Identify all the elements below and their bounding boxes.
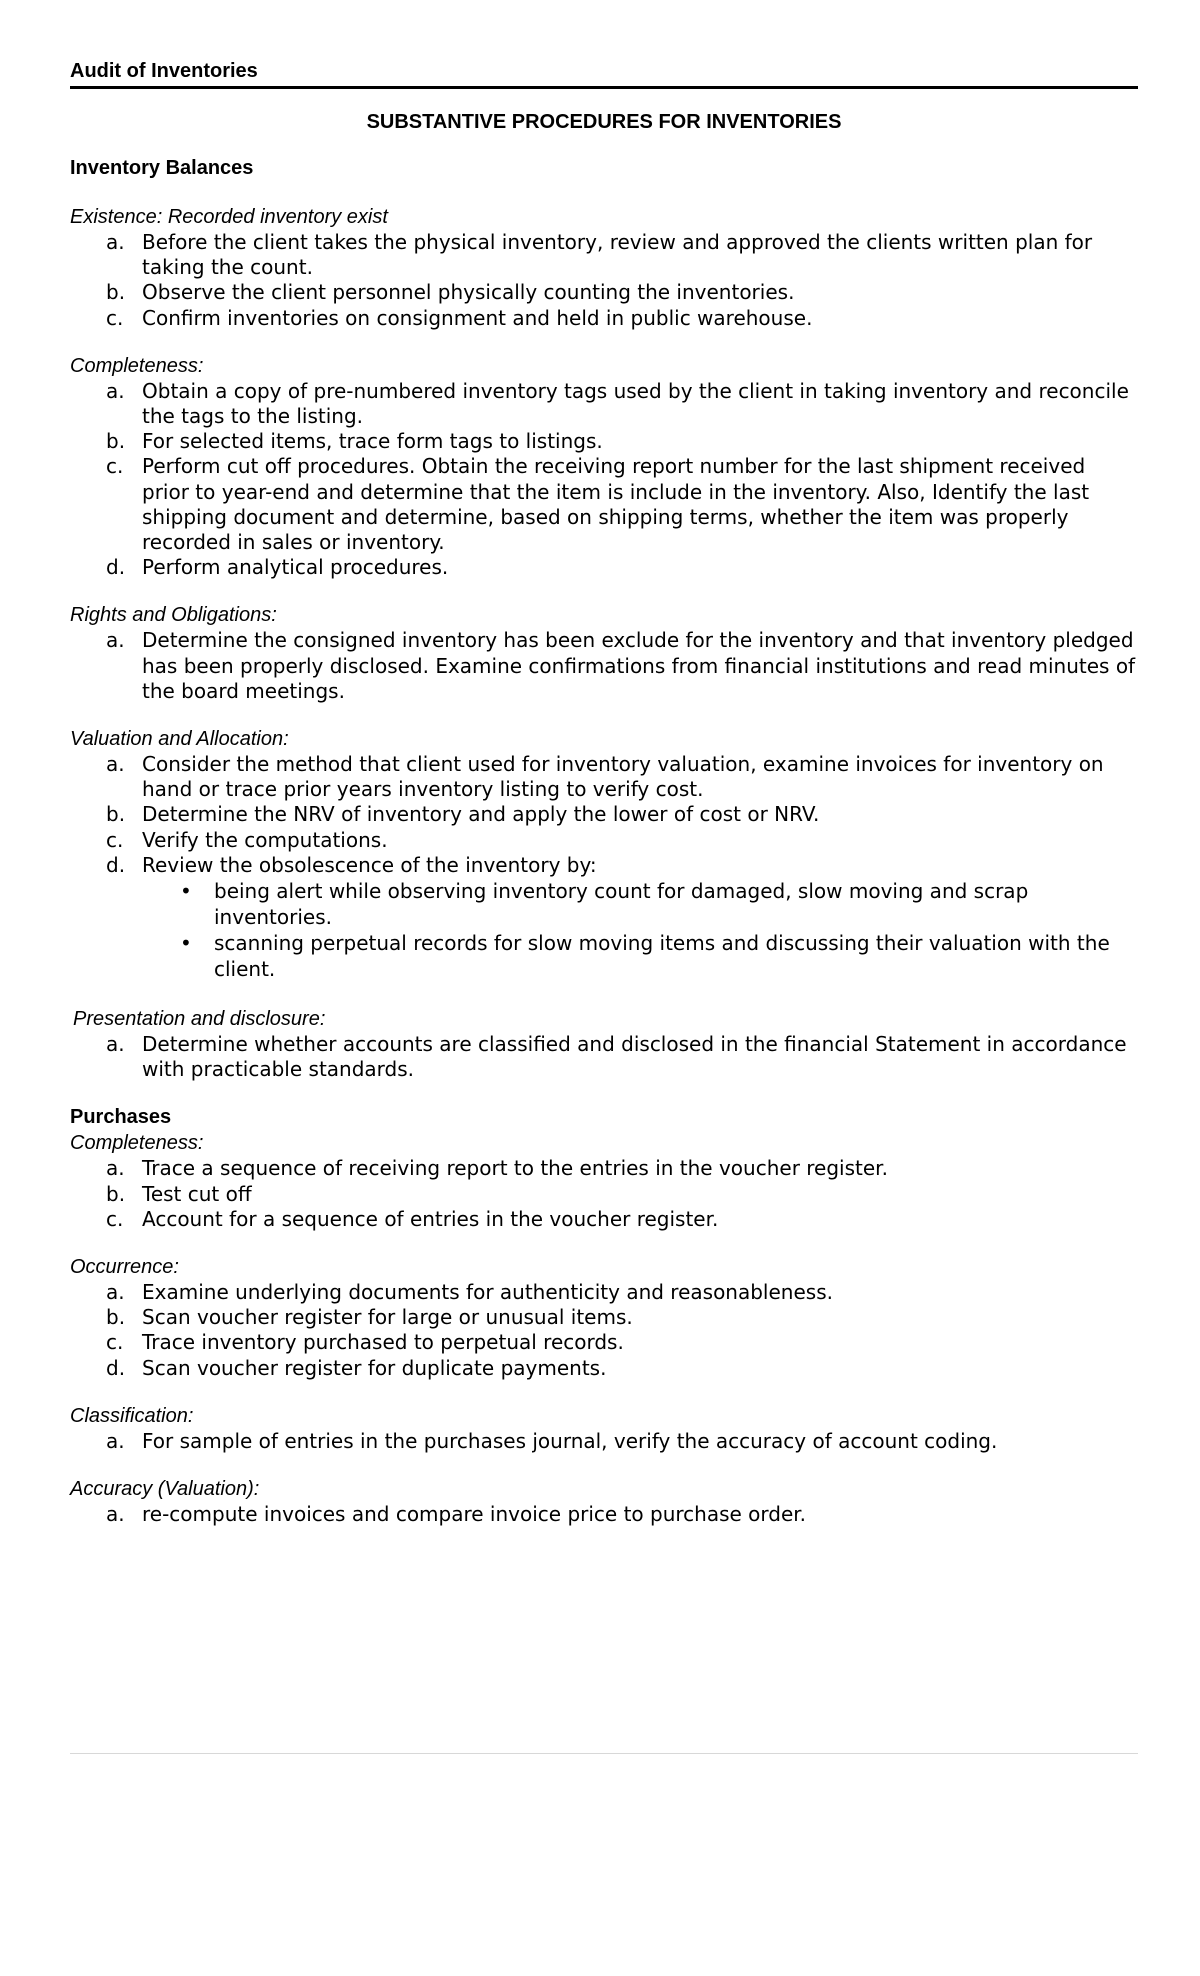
purchases-completeness-heading: Completeness: [70, 1132, 204, 1155]
list-marker: c. [106, 454, 124, 479]
list-item-text: Perform analytical procedures. [142, 555, 449, 580]
list-marker: a. [106, 230, 125, 254]
list-item-text: Determine whether accounts are classified and disclosed in the financial Statement in accordance with practicable standards. [142, 1032, 1127, 1082]
list-item [106, 1280, 1138, 1305]
rights-obligations-heading: Rights and Obligations: [70, 604, 277, 627]
valuation-allocation-list [70, 752, 1138, 982]
list-item-text: Consider the method that client used for inventory valuation, examine invoices for inventory on hand or trace prior years inventory listing to verify cost. [142, 752, 1104, 802]
list-item-text: Confirm inventories on consignment and held in public warehouse. [142, 305, 813, 330]
list-item [106, 752, 1138, 802]
list-item [106, 1206, 1138, 1232]
existence-list [70, 230, 1138, 331]
bullet-item: • scanning perpetual records for slow moving items and discussing their valuation with the client. [214, 930, 1138, 982]
list-item-text: Obtain a copy of pre-numbered inventory tags used by the client in taking inventory and reconcile the tags to the listing. [142, 378, 1129, 429]
list-marker: a. [106, 378, 125, 403]
list-item-text: re-compute invoices and compare invoice price to purchase order. [142, 1502, 807, 1527]
classification-list [70, 1429, 1138, 1454]
list-marker: a. [106, 752, 125, 777]
list-item [106, 852, 1138, 982]
list-item [106, 827, 1138, 853]
purchases-completeness-list [70, 1156, 1138, 1232]
list-marker: d. [106, 852, 126, 877]
list-item-text: Observe the client personnel physically counting the inventories. [142, 280, 795, 305]
footer-divider [70, 1753, 1138, 1754]
presentation-disclosure-list [70, 1032, 1138, 1082]
list-item-text: Verify the computations. [142, 827, 388, 852]
list-marker: a. [106, 1502, 125, 1527]
obsolescence-bullet-list [142, 878, 1138, 982]
inventory-balances-heading: Inventory Balances [70, 157, 254, 179]
list-marker: c. [106, 827, 124, 852]
list-marker: a. [106, 1428, 125, 1453]
list-item-text: Account for a sequence of entries in the voucher register. [142, 1206, 719, 1231]
list-marker: b. [106, 1181, 126, 1206]
document-title: SUBSTANTIVE PROCEDURES FOR INVENTORIES [366, 111, 842, 133]
existence-heading: Existence: Recorded inventory exist [70, 206, 388, 228]
list-item [106, 230, 1138, 280]
list-item [106, 1305, 1138, 1330]
list-item-text: Test cut off [142, 1181, 252, 1206]
list-item [106, 305, 1138, 331]
list-marker: b. [106, 802, 126, 827]
list-item-text: For selected items, trace form tags to listings. [142, 429, 603, 454]
list-item [106, 454, 1138, 555]
presentation-disclosure-heading: Presentation and disclosure: [73, 1008, 326, 1031]
completeness-list [70, 379, 1138, 581]
list-marker: b. [106, 429, 126, 454]
list-item-text: For sample of entries in the purchases journal, verify the accuracy of account coding. [142, 1428, 998, 1453]
list-marker: a. [106, 1280, 125, 1305]
list-marker: b. [106, 1305, 126, 1330]
completeness-heading: Completeness: [70, 354, 204, 377]
list-item [106, 628, 1138, 704]
list-item [106, 1428, 1138, 1454]
list-item-text: Perform cut off procedures. Obtain the receiving report number for the last shipment received prior to year-end and determine that the item is include in the inventory. Also, Identify the last shipping document and determine, based on shipping terms, whether the item was properly recorded in sales or inventory. [142, 454, 1090, 555]
list-item [106, 1032, 1138, 1082]
accuracy-valuation-heading: Accuracy (Valuation): [70, 1478, 260, 1501]
list-item [106, 378, 1138, 429]
valuation-allocation-heading: Valuation and Allocation: [70, 728, 289, 751]
list-marker: c. [106, 305, 124, 330]
list-item-text: Review the obsolescence of the inventory by: [142, 852, 597, 877]
accuracy-valuation-list [70, 1502, 1138, 1527]
list-marker: a. [106, 628, 125, 653]
list-item [106, 1355, 1138, 1381]
list-item [106, 1156, 1138, 1181]
list-item-text: Examine underlying documents for authenticity and reasonableness. [142, 1280, 833, 1305]
occurrence-heading: Occurrence: [70, 1256, 179, 1279]
list-item-text: Scan voucher register for large or unusual items. [142, 1305, 633, 1330]
purchases-heading: Purchases [70, 1106, 172, 1129]
list-marker: a. [106, 1032, 125, 1057]
list-item-text: Trace inventory purchased to perpetual records. [142, 1330, 624, 1355]
list-item-text: Before the client takes the physical inventory, review and approved the clients written plan for taking the count. [142, 230, 1093, 280]
list-item [106, 555, 1138, 580]
list-item [106, 429, 1138, 454]
list-marker: c. [106, 1206, 124, 1231]
list-item [106, 802, 1138, 827]
list-marker: c. [106, 1330, 124, 1355]
list-item-text: Determine the NRV of inventory and apply the lower of cost or NRV. [142, 802, 820, 827]
list-marker: d. [106, 555, 126, 580]
list-marker: d. [106, 1355, 126, 1380]
list-item [106, 1502, 1138, 1527]
classification-heading: Classification: [70, 1404, 194, 1427]
list-marker: b. [106, 280, 126, 305]
list-item [106, 1181, 1138, 1207]
list-item-text: Determine the consigned inventory has been exclude for the inventory and that inventory pledged has been properly disclosed. Examine confirmations from financial institutions and read minutes of the board meetings. [142, 628, 1136, 703]
bullet-item: • being alert while observing inventory count for damaged, slow moving and scrap inventories. [214, 878, 1138, 930]
list-item-text: Trace a sequence of receiving report to the entries in the voucher register. [142, 1156, 888, 1181]
occurrence-list [70, 1280, 1138, 1381]
document-page [70, 58, 1138, 1527]
rights-obligations-list [70, 628, 1138, 704]
list-item [106, 1330, 1138, 1355]
list-item [106, 280, 1138, 305]
running-header: Audit of Inventories [70, 58, 1138, 89]
list-item-text: Scan voucher register for duplicate payments. [142, 1355, 607, 1380]
list-marker: a. [106, 1156, 125, 1181]
